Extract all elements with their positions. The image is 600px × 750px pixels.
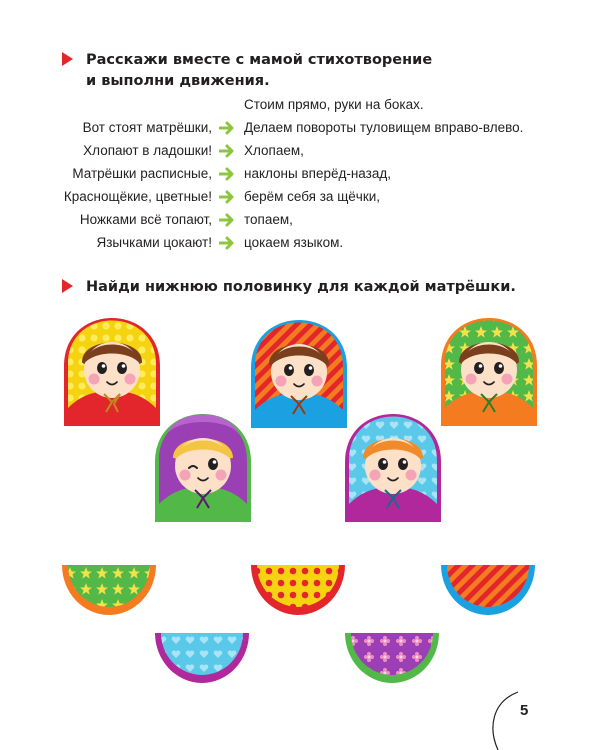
task-arrow-icon [62, 52, 73, 66]
task-1-line-2: и выполни движения. [86, 73, 270, 89]
green-arrow-icon [219, 190, 235, 204]
task-2-line-1: Найди нижнюю половинку для каждой матрёшки. [86, 279, 516, 295]
task-arrow-icon [62, 279, 73, 293]
green-arrow-icon [219, 236, 235, 250]
matryoshka-bottom-half[interactable] [345, 633, 439, 683]
poem-line-left: Матрёшки расписные, [72, 166, 212, 181]
poem-line-left: Хлопают в ладошки! [83, 143, 212, 158]
page-corner-curl-icon [478, 688, 600, 750]
page-number: 5 [520, 702, 529, 719]
poem-line-right: топаем, [244, 212, 293, 227]
poem-line-right: берём себя за щёчки, [244, 189, 381, 204]
matryoshka-doll-top[interactable] [441, 308, 537, 426]
poem-line-left: Язычками цокают! [96, 235, 212, 250]
green-arrow-icon [219, 121, 235, 135]
matryoshka-doll-top[interactable] [64, 308, 160, 426]
matryoshka-bottom-half[interactable] [155, 633, 249, 683]
poem-line-right: Хлопаем, [244, 143, 304, 158]
matryoshka-doll-top[interactable] [345, 404, 441, 522]
matryoshka-bottom-half[interactable] [251, 565, 345, 615]
matryoshka-doll-top[interactable] [251, 310, 347, 428]
poem-intro: Стоим прямо, руки на боках. [244, 97, 424, 112]
green-arrow-icon [219, 144, 235, 158]
poem-line-left: Ножками всё топают, [79, 212, 212, 227]
poem-line-right: цокаем языком. [244, 235, 344, 250]
matryoshka-doll-top[interactable] [155, 404, 251, 522]
poem-line-right: наклоны вперёд-назад, [244, 166, 391, 181]
poem-line-right: Делаем повороты туловищем вправо-влево. [244, 120, 524, 135]
matryoshka-bottom-half[interactable] [62, 565, 156, 615]
green-arrow-icon [219, 167, 235, 181]
poem-line-left: Краснощёкие, цветные! [63, 189, 212, 204]
task-1-line-1: Расскажи вместе с мамой стихотворение [86, 52, 433, 68]
matryoshka-bottom-half[interactable] [441, 565, 535, 615]
poem-line-left: Вот стоят матрёшки, [82, 120, 212, 135]
green-arrow-icon [219, 213, 235, 227]
